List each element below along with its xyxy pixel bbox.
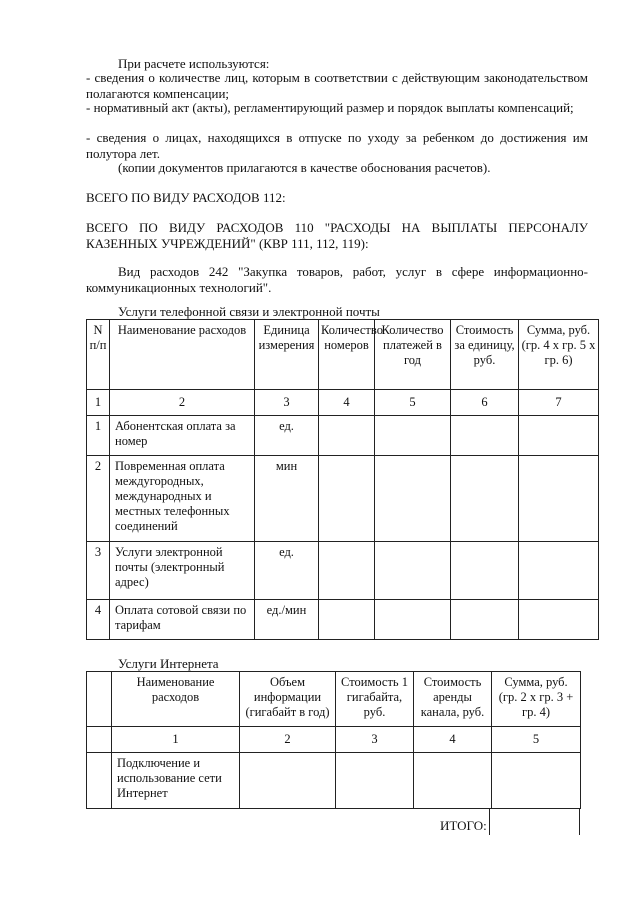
empty-cell <box>451 600 519 640</box>
table2-header-cell: Наименование расходов <box>112 672 240 727</box>
empty-cell <box>375 456 451 542</box>
total-label: ИТОГО: <box>440 818 487 833</box>
empty-cell <box>375 600 451 640</box>
table2-number-cell: 5 <box>492 727 581 753</box>
empty-cell <box>87 727 112 753</box>
table2-header-cell: Стоимость аренды канала, руб. <box>414 672 492 727</box>
table-row <box>87 456 599 542</box>
internet-table <box>86 671 581 809</box>
table1-header-row <box>87 320 599 390</box>
unit-cell: ед./мин <box>255 600 319 640</box>
row-number: 4 <box>87 600 110 640</box>
table1-header-cell: N п/п <box>87 320 110 390</box>
row-number: 1 <box>87 416 110 456</box>
table1-header-cell: Наименование расходов <box>110 320 255 390</box>
total-110-heading: ВСЕГО ПО ВИДУ РАСХОДОВ 110 "РАСХОДЫ НА ВЫПЛАТЫ ПЕРСОНАЛУ КАЗЕННЫХ УЧРЕЖДЕНИЙ" (КВР 111, 112, 119): <box>86 220 588 251</box>
table1-number-cell: 6 <box>451 390 519 416</box>
empty-cell <box>240 753 336 809</box>
empty-cell <box>319 456 375 542</box>
empty-cell <box>319 542 375 600</box>
expense-name: Абонентская оплата за номер <box>110 416 255 456</box>
table2-header-row <box>87 672 581 727</box>
unit-cell: мин <box>255 456 319 542</box>
intro-lead: При расчете используются: <box>118 56 270 71</box>
table2-number-cell: 2 <box>240 727 336 753</box>
intro-item-1: - сведения о количестве лиц, которым в соответствии с действующим законодательством полагаются компенсации; <box>86 70 588 101</box>
intro-note: (копии документов прилагаются в качестве обоснования расчетов). <box>118 160 491 175</box>
expense-name: Подключение и использование сети Интернет <box>112 753 240 809</box>
unit-cell: ед. <box>255 416 319 456</box>
row-number: 3 <box>87 542 110 600</box>
table-row <box>87 542 599 600</box>
row-number: 2 <box>87 456 110 542</box>
unit-cell: ед. <box>255 542 319 600</box>
table1-number-cell: 1 <box>87 390 110 416</box>
table1-number-cell: 7 <box>519 390 599 416</box>
table-row <box>87 753 581 809</box>
total-cell-border <box>579 809 580 835</box>
expense-name: Услуги электронной почты (электронный адрес) <box>110 542 255 600</box>
empty-cell <box>319 416 375 456</box>
expense-name: Повременная оплата междугородных, международных и местных телефонных соединений <box>110 456 255 542</box>
table2-number-cell: 4 <box>414 727 492 753</box>
table1-header-cell: Стоимость за единицу, руб. <box>451 320 519 390</box>
empty-cell <box>451 542 519 600</box>
table-row <box>87 416 599 456</box>
empty-cell <box>492 753 581 809</box>
empty-cell <box>336 753 414 809</box>
empty-cell <box>519 600 599 640</box>
table2-header-cell: Объем информации (гигабайт в год) <box>240 672 336 727</box>
empty-cell <box>451 456 519 542</box>
empty-cell <box>319 600 375 640</box>
table1-number-cell: 2 <box>110 390 255 416</box>
table1-number-cell: 4 <box>319 390 375 416</box>
table2-header-cell: Сумма, руб. (гр. 2 х гр. 3 + гр. 4) <box>492 672 581 727</box>
empty-cell <box>375 416 451 456</box>
table-row <box>87 600 599 640</box>
empty-cell <box>375 542 451 600</box>
table1-header-cell: Количество номеров <box>319 320 375 390</box>
table1-header-cell: Сумма, руб. (гр. 4 х гр. 5 х гр. 6) <box>519 320 599 390</box>
empty-cell <box>519 542 599 600</box>
table2-header-cell: Стоимость 1 гигабайта, руб. <box>336 672 414 727</box>
table1-header-cell: Количество платежей в год <box>375 320 451 390</box>
table2-number-cell: 3 <box>336 727 414 753</box>
table2-number-cell: 1 <box>112 727 240 753</box>
table2-number-row <box>87 727 581 753</box>
total-112-heading: ВСЕГО ПО ВИДУ РАСХОДОВ 112: <box>86 190 286 205</box>
empty-cell <box>519 416 599 456</box>
empty-cell <box>414 753 492 809</box>
empty-cell <box>451 416 519 456</box>
empty-cell <box>519 456 599 542</box>
intro-item-3: - сведения о лицах, находящихся в отпуске по уходу за ребенком до достижения им полутора лет. <box>86 130 588 161</box>
table2-caption: Услуги Интернета <box>118 656 219 671</box>
intro-item-2: - нормативный акт (акты), регламентирующий размер и порядок выплаты компенсаций; <box>86 100 574 115</box>
telephony-table <box>86 319 599 640</box>
empty-cell <box>87 672 112 727</box>
empty-cell <box>87 753 112 809</box>
table1-number-row <box>87 390 599 416</box>
total-cell-border <box>489 809 490 835</box>
table1-caption: Услуги телефонной связи и электронной почты <box>118 304 380 319</box>
table1-number-cell: 3 <box>255 390 319 416</box>
expense-name: Оплата сотовой связи по тарифам <box>110 600 255 640</box>
table1-header-cell: Единица измерения <box>255 320 319 390</box>
table1-number-cell: 5 <box>375 390 451 416</box>
vid-242-paragraph: Вид расходов 242 "Закупка товаров, работ, услуг в сфере информационно-коммуникационных технологий". <box>86 264 588 295</box>
